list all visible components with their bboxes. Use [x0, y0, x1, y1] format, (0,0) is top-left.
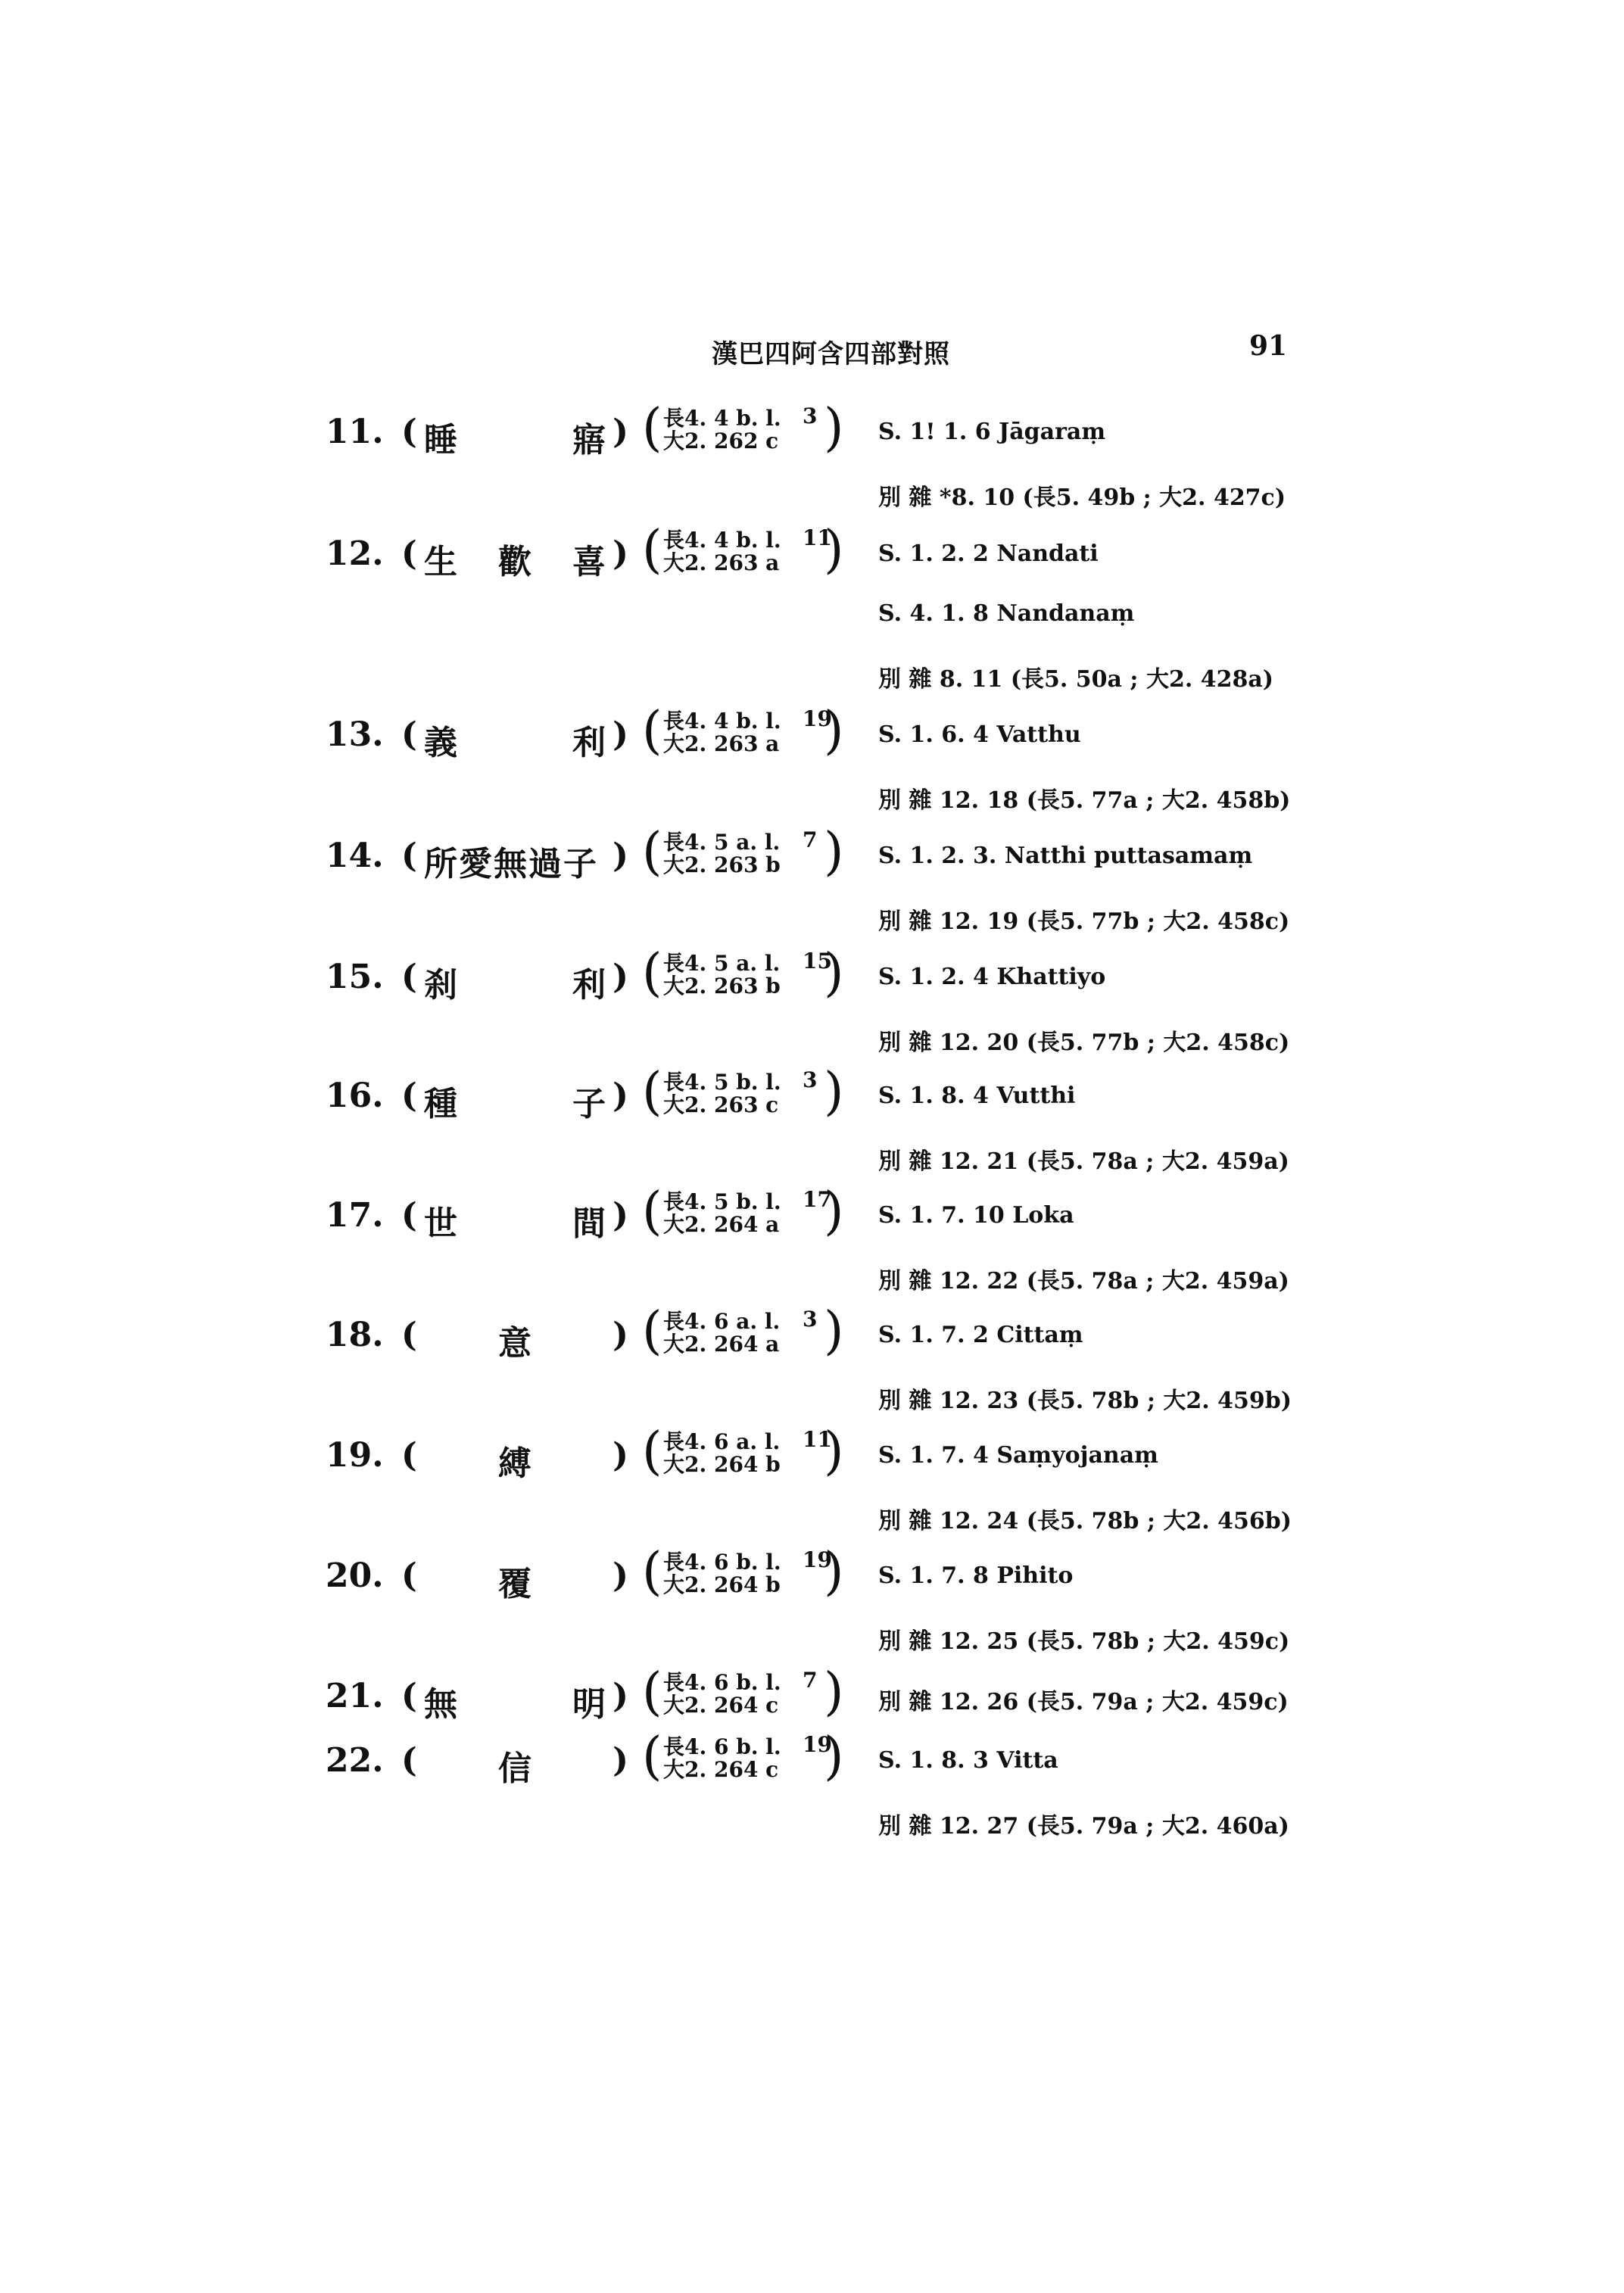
ref-line-2: 大2. 264 c	[663, 1693, 779, 1718]
title-char: 利	[572, 724, 606, 762]
parallel-reference: 別 雜 12. 22 (長5. 78a ; 大2. 459a)	[878, 1268, 1289, 1294]
open-paren: (	[401, 1436, 417, 1475]
ref-open-bracket: (	[642, 1062, 662, 1122]
ref-line-2: 大2. 264 b	[663, 1452, 781, 1477]
title-char: 信	[498, 1749, 531, 1788]
sutta-title	[401, 1556, 628, 1602]
source-reference	[642, 1422, 846, 1483]
parallel-reference: S. 1. 2. 2 Nandati	[878, 541, 1099, 567]
parallel-reference: 別 雜 12. 18 (長5. 77a ; 大2. 458b)	[878, 787, 1291, 814]
sutta-title	[401, 413, 628, 458]
sutta-title-text	[424, 1316, 606, 1364]
parallel-reference: 別 雜 12. 23 (長5. 78b ; 大2. 459b)	[878, 1388, 1292, 1414]
ref-line-2: 大2. 262 c	[663, 428, 779, 453]
ref-open-bracket: (	[642, 398, 662, 458]
close-paren: )	[613, 1316, 628, 1354]
source-reference	[642, 520, 846, 581]
parallel-reference: 別 雜 12. 24 (長5. 78b ; 大2. 456b)	[878, 1508, 1292, 1534]
ref-line-number: 3	[803, 1307, 818, 1332]
ref-close-bracket: )	[824, 822, 844, 882]
entry-number: 16.	[326, 1076, 384, 1115]
ref-open-bracket: (	[642, 1422, 662, 1481]
ref-close-bracket: )	[824, 1422, 844, 1481]
sutta-title-text	[424, 413, 606, 461]
sutta-title-text	[424, 1741, 606, 1790]
ref-line-2: 大2. 263 a	[663, 731, 780, 756]
ref-line-2: 大2. 263 a	[663, 550, 780, 575]
parallel-reference: 別 雜 12. 26 (長5. 79a ; 大2. 459c)	[878, 1689, 1289, 1715]
title-char: 無	[424, 1685, 457, 1724]
title-char: 刹	[424, 966, 457, 1005]
sutta-title-text	[424, 1436, 606, 1485]
entry-number: 22.	[326, 1741, 384, 1780]
entry-number: 11.	[326, 413, 384, 451]
entry-number: 18.	[326, 1316, 384, 1354]
title-char: 生	[424, 543, 457, 581]
title-char: 義	[424, 724, 457, 762]
ref-close-bracket: )	[824, 1542, 844, 1602]
ref-line-1: 長4. 6 a. l.	[663, 1309, 781, 1334]
title-char: 明	[572, 1685, 606, 1724]
ref-close-bracket: )	[824, 1182, 844, 1242]
entry-number: 15.	[326, 958, 384, 996]
open-paren: (	[401, 413, 417, 451]
ref-open-bracket: (	[642, 1301, 662, 1361]
close-paren: )	[613, 534, 628, 573]
entry-number: 20.	[326, 1556, 384, 1595]
ref-open-bracket: (	[642, 1542, 662, 1602]
ref-line-1: 長4. 5 b. l.	[663, 1070, 781, 1095]
ref-line-1: 長4. 4 b. l.	[663, 528, 781, 553]
parallel-reference: S. 4. 1. 8 Nandanaṃ	[878, 600, 1135, 627]
close-paren: )	[613, 1741, 628, 1780]
sutta-title	[401, 1076, 628, 1122]
sutta-title	[401, 1436, 628, 1481]
sutta-title	[401, 837, 628, 882]
ref-open-bracket: (	[642, 701, 662, 761]
close-paren: )	[613, 958, 628, 996]
source-reference	[642, 1662, 846, 1724]
ref-open-bracket: (	[642, 943, 662, 1003]
close-paren: )	[613, 1556, 628, 1595]
parallel-reference: S. 1. 2. 4 Khattiyo	[878, 964, 1106, 990]
parallel-reference: S. 1. 7. 10 Loka	[878, 1202, 1074, 1229]
ref-line-number: 19	[803, 1547, 832, 1572]
ref-close-bracket: )	[824, 1301, 844, 1361]
parallel-reference: S. 1. 8. 4 Vutthi	[878, 1083, 1076, 1109]
ref-line-2: 大2. 263 b	[663, 852, 781, 877]
ref-line-number: 3	[803, 1067, 818, 1092]
title-char: 歡	[498, 543, 531, 581]
parallel-reference: 別 雜 *8. 10 (長5. 49b ; 大2. 427c)	[878, 484, 1286, 511]
sutta-title	[401, 1196, 628, 1242]
ref-line-number: 19	[803, 1732, 832, 1757]
sutta-title-text	[424, 1196, 606, 1245]
ref-open-bracket: (	[642, 1727, 662, 1787]
title-char: 覆	[498, 1565, 531, 1603]
entry-number: 13.	[326, 715, 384, 754]
ref-open-bracket: (	[642, 520, 662, 580]
ref-close-bracket: )	[824, 943, 844, 1003]
ref-line-1: 長4. 4 b. l.	[663, 709, 781, 734]
ref-line-1: 長4. 6 b. l.	[663, 1670, 781, 1695]
open-paren: (	[401, 1677, 417, 1715]
sutta-title	[401, 1677, 628, 1722]
sutta-title-text	[424, 958, 606, 1006]
page-header	[0, 330, 1624, 379]
open-paren: (	[401, 1196, 417, 1235]
ref-line-1: 長4. 6 b. l.	[663, 1550, 781, 1575]
ref-line-2: 大2. 264 c	[663, 1757, 779, 1782]
title-char: 間	[572, 1204, 606, 1243]
title-char: 種	[424, 1085, 457, 1123]
sutta-title-text	[424, 534, 606, 583]
close-paren: )	[613, 1076, 628, 1115]
sutta-title	[401, 534, 628, 580]
title-char: 過	[528, 845, 563, 883]
title-char: 睡	[424, 421, 457, 460]
open-paren: (	[401, 837, 417, 875]
sutta-title-text	[424, 1677, 606, 1725]
source-reference	[642, 398, 846, 460]
ref-line-number: 19	[803, 706, 832, 731]
ref-line-number: 15	[803, 949, 832, 974]
ref-close-bracket: )	[824, 701, 844, 761]
ref-open-bracket: (	[642, 1182, 662, 1242]
parallel-reference: S. 1. 8. 3 Vitta	[878, 1747, 1058, 1774]
ref-close-bracket: )	[824, 398, 844, 458]
source-reference	[642, 1542, 846, 1603]
title-char: 縛	[498, 1444, 531, 1483]
sutta-title	[401, 958, 628, 1003]
title-char: 所	[424, 845, 459, 883]
close-paren: )	[613, 1436, 628, 1475]
open-paren: (	[401, 1076, 417, 1115]
ref-line-number: 11	[803, 525, 832, 550]
entry-number: 17.	[326, 1196, 384, 1235]
ref-open-bracket: (	[642, 822, 662, 882]
ref-line-number: 11	[803, 1427, 832, 1452]
running-title: 漢巴四阿含四部對照	[712, 339, 950, 369]
ref-line-2: 大2. 263 b	[663, 974, 781, 999]
parallel-reference: 別 雜 12. 21 (長5. 78a ; 大2. 459a)	[878, 1148, 1289, 1175]
source-reference	[642, 943, 846, 1005]
entry-number: 21.	[326, 1677, 384, 1715]
sutta-title	[401, 715, 628, 761]
ref-close-bracket: )	[824, 1727, 844, 1787]
close-paren: )	[613, 715, 628, 754]
ref-line-1: 長4. 5 b. l.	[663, 1189, 781, 1214]
ref-line-1: 長4. 5 a. l.	[663, 830, 781, 855]
parallel-reference: S. 1. 7. 8 Pihito	[878, 1562, 1074, 1589]
title-char: 寤	[572, 421, 606, 460]
source-reference	[642, 701, 846, 762]
sutta-title-text	[424, 715, 606, 764]
parallel-reference: S. 1. 2. 3. Natthi puttasamaṃ	[878, 843, 1253, 869]
source-reference	[642, 1062, 846, 1123]
ref-line-number: 7	[803, 827, 818, 852]
ref-line-2: 大2. 264 a	[663, 1212, 780, 1237]
parallel-reference: S. 1! 1. 6 Jāgaraṃ	[878, 419, 1106, 445]
ref-line-number: 7	[803, 1668, 818, 1693]
parallel-reference: S. 1. 7. 4 Saṃyojanaṃ	[878, 1442, 1158, 1469]
parallel-reference: 別 雜 12. 27 (長5. 79a ; 大2. 460a)	[878, 1813, 1289, 1840]
sutta-title-text	[424, 837, 606, 885]
title-char: 愛	[459, 845, 494, 883]
sutta-title	[401, 1316, 628, 1361]
parallel-reference: 別 雜 12. 19 (長5. 77b ; 大2. 458c)	[878, 908, 1290, 935]
title-char: 喜	[572, 543, 606, 581]
sutta-title-text	[424, 1076, 606, 1125]
source-reference	[642, 1727, 846, 1788]
ref-line-1: 長4. 6 b. l.	[663, 1734, 781, 1759]
title-char: 意	[498, 1324, 531, 1363]
entry-number: 19.	[326, 1436, 384, 1475]
parallel-reference: 別 雜 12. 25 (長5. 78b ; 大2. 459c)	[878, 1628, 1290, 1655]
sutta-title	[401, 1741, 628, 1787]
close-paren: )	[613, 1677, 628, 1715]
close-paren: )	[613, 413, 628, 451]
open-paren: (	[401, 958, 417, 996]
page-number: 91	[1249, 330, 1288, 362]
ref-close-bracket: )	[824, 1662, 844, 1722]
open-paren: (	[401, 715, 417, 754]
ref-line-1: 長4. 4 b. l.	[663, 406, 781, 431]
source-reference	[642, 822, 846, 883]
ref-line-1: 長4. 5 a. l.	[663, 951, 781, 976]
parallel-reference: S. 1. 7. 2 Cittaṃ	[878, 1322, 1083, 1348]
title-char: 無	[494, 845, 528, 883]
open-paren: (	[401, 1556, 417, 1595]
parallel-reference: 別 雜 12. 20 (長5. 77b ; 大2. 458c)	[878, 1030, 1290, 1056]
title-char: 世	[424, 1204, 457, 1243]
parallel-reference: S. 1. 6. 4 Vatthu	[878, 721, 1081, 748]
sutta-title-text	[424, 1556, 606, 1605]
title-char: 子	[563, 845, 598, 883]
source-reference	[642, 1301, 846, 1363]
open-paren: (	[401, 1316, 417, 1354]
close-paren: )	[613, 1196, 628, 1235]
ref-line-2: 大2. 264 b	[663, 1572, 781, 1597]
entry-number: 12.	[326, 534, 384, 573]
parallel-reference: 別 雜 8. 11 (長5. 50a ; 大2. 428a)	[878, 666, 1273, 693]
title-char: 利	[572, 966, 606, 1005]
ref-close-bracket: )	[824, 520, 844, 580]
open-paren: (	[401, 534, 417, 573]
ref-line-number: 3	[803, 403, 818, 428]
ref-line-1: 長4. 6 a. l.	[663, 1429, 781, 1454]
title-char: 子	[572, 1085, 606, 1123]
ref-line-2: 大2. 264 a	[663, 1332, 780, 1357]
close-paren: )	[613, 837, 628, 875]
open-paren: (	[401, 1741, 417, 1780]
ref-line-2: 大2. 263 c	[663, 1092, 779, 1117]
ref-line-number: 17	[803, 1187, 832, 1212]
ref-close-bracket: )	[824, 1062, 844, 1122]
source-reference	[642, 1182, 846, 1243]
entry-number: 14.	[326, 837, 384, 875]
ref-open-bracket: (	[642, 1662, 662, 1722]
